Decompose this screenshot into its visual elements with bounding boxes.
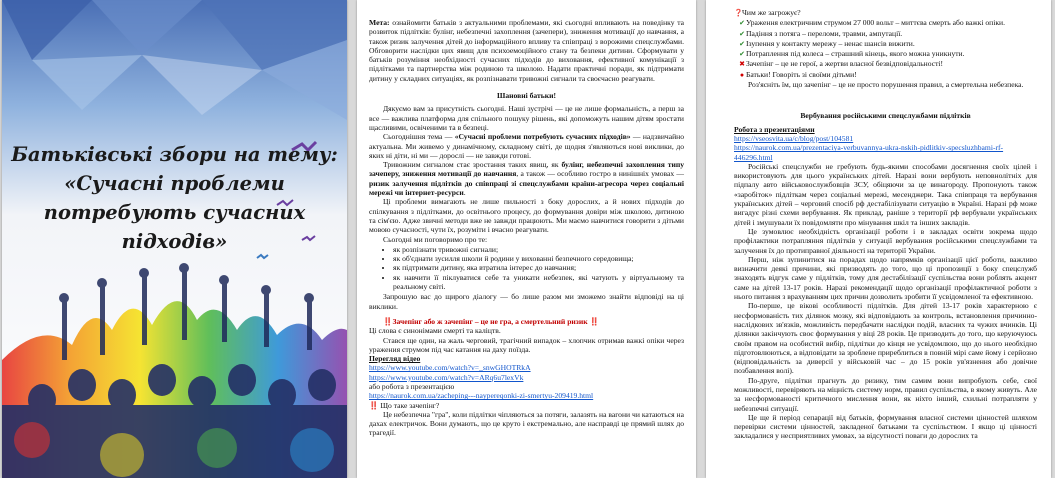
document-page-3 bbox=[706, 0, 1051, 478]
red-circle-icon: ● bbox=[739, 70, 745, 79]
goal-text: ознайомити батьків з актуальними проблемами, які сьогодні впливають на поведінку та розвиток підлітків: булінг, небезпечні захоплення (зачепери), зниження мотивації до навчання, а також ризик залучення дітей до інформаційного впливу та співпраці з ворожими спецслужбами. Обговорити наслідки цих явищ для психоемоційного стану та безпеки дитини. Сформувати у батьків розуміння необхідності сучасних підходів до виховання, ефективної комунікації з підлітками та партнерства між родиною та школою. Надати практичні поради, як підтримати дитину у складних ситуаціях, як розпізнавати тривожні сигнали та своєчасно реагувати. bbox=[369, 18, 685, 83]
paragraph: Сьогоднішня тема — «Сучасні проблеми потребують сучасних підходів» — надзвичайно актуальна. Ми живемо у динамічному, складному світі, де щодня з'являються нові виклики, до яких ні діти, ні ми — дорослі — не завжди готові. bbox=[369, 132, 685, 160]
check-icon: ✔ bbox=[739, 19, 745, 28]
warning-item: ✖Зачепінг – це не герої, а жертви власної безвідповідальності! bbox=[739, 59, 944, 69]
presentation-link[interactable]: https://vseosvita.ua/c/blog/post/104581 bbox=[734, 133, 854, 143]
paragraph: Дякуємо вам за присутність сьогодні. Наші зустрічі — це не лише формальність, а перш за все — важлива платформа для спільного пошуку рішень, які допоможуть нашим дітям зростати щасливими, освіченими та в безпеці. bbox=[369, 104, 684, 132]
paragraph: Тривожним сигналом стає зростання таких явищ, як булінг, небезпечні захоплення типу зачеперу, зниження мотивації до навчання, а також — особливо гостро в нинішніх умовах — ризик залучення підлітків до співпраці зі спецслужбами країни-агресора через соціальні мережі чи інтернет-ресурси. bbox=[369, 160, 684, 198]
greeting-heading: Шановні батьки! bbox=[496, 91, 557, 101]
cross-icon: ✖ bbox=[739, 60, 745, 69]
check-icon: ✔ bbox=[739, 39, 745, 48]
paragraph: Стався ще один, на жаль черговий, трагічний випадок – хлопчик отримав важкі опіки через уражения струмом під час катання на даху поїзда. bbox=[369, 335, 684, 354]
cover-page bbox=[2, 0, 347, 478]
video-link[interactable]: https://www.youtube.com/watch?v=_snwGHOTRkA bbox=[369, 363, 531, 373]
list-item: • як розпізнати тривожні сигнали; bbox=[393, 245, 684, 254]
paragraph: Російські спецслужби не гребують будь-якими способами досягнення своїх цілей і використовують для цього українських дітей. Наразі вони вербують неповнолітніх для підпалу авто військовослужбовців ЗСУ, обіцяючи за це винагороду. Пропонують також «заробіток» підліткам через соціальні мережі, месенджери. Така співпраця та вербування українських дітей – черговий спосіб рф дестабілізувати ситуацію в Україні. Наразі рф може вигадує різні схеми вербування. Як приклад, раніше з території рф вербували українських дітей і змушували їх повідомляти про мінування шкіл та інших закладів. bbox=[734, 161, 1037, 227]
paragraph: Перш, ніж зупинитися на порадах щодо напрямків організації цієї роботи, важливо визначити деякі причини, які призводять до того, що ці пропозиції з боку спецслужб знаходять відгук саме у підлітків, тому для дестабілізації суспільства вони роблять акцент саме на дітей 13-17 років. Наразі рекомендації щодо організації профілактичної роботи з нього питання з врахуванням цих причин дозволить зробити її усвідомленої та ефективною. bbox=[734, 254, 1037, 302]
video-label: Перегляд відео bbox=[369, 354, 421, 364]
page-3-text bbox=[734, 8, 1037, 441]
section-heading: Вербування російськими спецслужбами підлітків bbox=[800, 111, 971, 121]
paragraph: По-друге, підлітки прагнуть до ризику, тим самим вони випробують себе, свої можливості, перевіряють на міцність систему норм, правил суспільства, в якому живуть. Але за несформованості критичного мислення вони, як ніхто інший, схильні потрапляти у небезпечні ситуації. bbox=[734, 375, 1037, 413]
threat-item: ✔Ураження електричним струмом 27 000 вольт – миттєва смерть або важкі опіки. bbox=[739, 18, 1005, 28]
warning-line: ‼️Зачепінг або ж зачепінг – це не гра, а смертельний ризик ‼️ bbox=[383, 316, 599, 326]
paragraph: По-перше, це вікові особливості підлітків. Для дітей 13-17 років характерною є несформованість тих ділянок мозку, які відповідають за контроль, встановлення причинно-наслідкових зв'язків, можливість передбачати наслідки подій, власних та чужих вчинків. Ці ділянки закінчують своє формування у віці 28 років. Це призводить до того, що керуючуюсь своїм правом на особистий вибір, підлітки до кінця не усвідомлюю, що до нього необхідно підготовлюються, а відповідати за зроблене приреблиться в повній мірі саме йому і серйозно (відповідальність за диверсії у військовій час – до 15 років ув'язнення або довічне позбавлення волі). bbox=[734, 301, 1037, 376]
paragraph: Ці проблеми вимагають не лише пильності з боку дорослих, а й нових підходів до спілкування з підлітками, до освітнього процесу, до формування довіри між школою, дитиною та сім'єю. Адже звичні методи вже не завжди працюють. Ми маємо навчитися говорити з дітьми мовою сучасності, чути їх, розуміти і вчасно реагувати. bbox=[369, 197, 684, 235]
threat-question: ❓Чим же загрожує? bbox=[734, 8, 801, 17]
topics-list bbox=[369, 245, 684, 291]
presentation-link[interactable]: https://naurok.com.ua/zacheping---naypereqonki-zi-smertyu-209419.html bbox=[369, 391, 594, 401]
threat-item: ✔Ізупення у контакту мережу – ненає шансів вижити. bbox=[739, 38, 915, 48]
list-item: • як об'єднати зусилля школи й родини у вихованні безпечного середовища; bbox=[393, 254, 684, 263]
threat-item: ✔Падіння з потяга – переломи, травми, ампутації. bbox=[739, 28, 903, 38]
paragraph: Сьогодні ми поговоримо про те: bbox=[383, 234, 488, 244]
paragraph: Це зумовлює необхідність організації роботи і в закладах освіти зокрема щодо профілактики потрапляння підлітків у ситуації вербування російськими спецслужбами та залучення їх до протиправної діяльності на території України. bbox=[734, 226, 1037, 255]
list-item: • як навчити її піклуватися себе та уникати небезпек, які чатують у віртуальному та реальному світі. bbox=[393, 273, 684, 292]
paragraph: Запрошую вас до щирого діалогу — бо лише разом ми зможемо знайти відповіді на ці виклики. bbox=[369, 292, 684, 311]
presentation-link[interactable]: https://naurok.com.ua/prezentaciya-verbuvannya-ukra-nskih-pidlitkiv-specsluzhbami-rf-446296.html bbox=[734, 143, 1004, 162]
list-item: • як підтримати дитину, яка втратила інтерес до навчання; bbox=[393, 263, 684, 272]
or-label: або робота з презентацією bbox=[369, 381, 455, 391]
video-link[interactable]: https://www.youtube.com/watch?v=ARq6u7lexVk bbox=[369, 372, 524, 382]
threat-item: ✔Потраплення під колеса – страшний кінець, якого можна уникнути. bbox=[739, 49, 965, 59]
paragraph: Це небезпечна "гра", коли підлітки чіпляються за потяги, залазять на вагони чи катаються на дахах електричок. Вони думають, що це круто і екстремально, але насправді це прямий шлях до трагедії. bbox=[369, 409, 684, 438]
paragraph: Роз'ясніть їм, що зачепінг – це не просто порушення правил, а смертельна небезпека. bbox=[748, 80, 1024, 90]
check-icon: ✔ bbox=[739, 50, 745, 59]
cover-title: Батьківські збори на тему: «Сучасні проблеми потребують сучасних підходів» bbox=[11, 143, 338, 253]
goal-label: Мета: bbox=[369, 18, 390, 27]
presentations-label: Робота з презентаціями bbox=[734, 124, 815, 134]
document-page-2 bbox=[357, 0, 696, 478]
goal-paragraph bbox=[369, 18, 684, 83]
page-2-text bbox=[369, 18, 684, 438]
warning-item: ● Батьки! Говоріть зі своїми дітьми! bbox=[739, 69, 857, 79]
paragraph: Ці слова є синонімами смерті та каліцтв. bbox=[369, 326, 501, 336]
check-icon: ✔ bbox=[739, 29, 745, 38]
question-label: ‼️ Що таке зачепінг? bbox=[369, 400, 440, 410]
question-icon: ❓ bbox=[734, 9, 743, 17]
paragraph: Це ще й період сепарації від батьків, формування власної системи цінностей шляхом перевірки системи цінностей, закладеної батьками та суспільством. І якщо ці цінності закладалися у несприятливих умовах, за відсутності поваги до дорослих та bbox=[734, 412, 1037, 441]
